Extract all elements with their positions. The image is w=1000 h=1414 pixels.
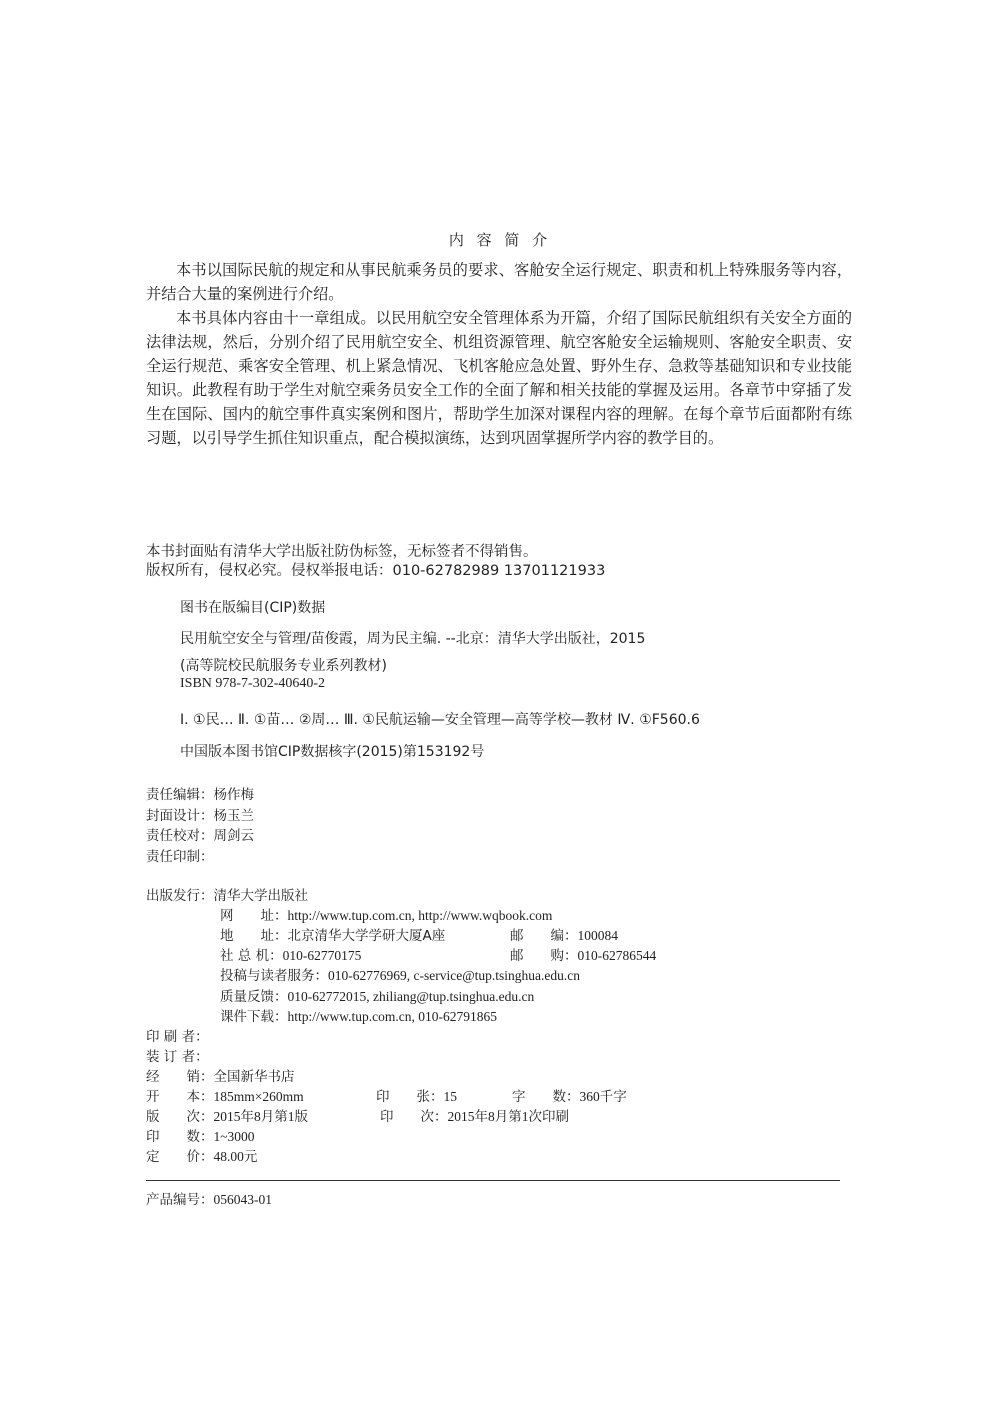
courseware-value: http://www.tup.com.cn, 010-62791865 — [287, 1009, 497, 1024]
product-code-value: 056043-01 — [213, 1192, 272, 1207]
staff-label: 责任编辑： — [146, 787, 214, 803]
word-count-value: 360千字 — [579, 1089, 627, 1104]
quality-feedback-value: 010-62772015, zhiliang@tup.tsinghua.edu.cn — [287, 989, 535, 1004]
cip-header: 图书在版编目(CIP)数据 — [180, 600, 326, 616]
mail-order-value: 010-62786544 — [577, 948, 657, 963]
switchboard-value: 010-62770175 — [282, 948, 362, 963]
zip-value: 100084 — [577, 928, 618, 943]
zip-label: 邮 编： — [510, 928, 578, 944]
intro-title: 内 容 简 介 — [448, 231, 552, 249]
copies-row — [146, 1125, 255, 1145]
edition-row — [146, 1105, 308, 1125]
sheets-value: 15 — [443, 1089, 457, 1104]
word-count-row — [512, 1085, 627, 1105]
cip-title-line: 民用航空安全与管理/苗俊霞，周为民主编. --北京：清华大学出版社，2015 — [180, 631, 646, 647]
staff-row — [146, 845, 214, 865]
intro-paragraph-2: 本书具体内容由十一章组成。以民用航空安全管理体系为开篇，介绍了国际民航组织有关安全方面的法律法规，然后，分别介绍了民用航空安全、机组资源管理、航空客舱安全运输规则、客舱安全职责、安全运行规范、乘客安全管理、机上紧急情况、飞机客舱应急处置、野外生存、急救等基础知识和专业技能知识。此教程有助于学生对航空乘务员安全工作的全面了解和相关技能的掌握及运用。各章节中穿插了发生在国际、国内的航空事件真实案例和图片，帮助学生加深对课程内容的理解。在每个章节后面都附有练习题，以引导学生抓住知识重点，配合模拟演练，达到巩固掌握所学内容的教学目的。 — [146, 309, 852, 447]
printing-value: 2015年8月第1次印刷 — [447, 1109, 569, 1124]
switchboard-label: 社 总 机： — [220, 948, 283, 964]
cip-classification: Ⅰ. ①民… Ⅱ. ①苗… ②周… Ⅲ. ①民航运输—安全管理—高等学校—教材 Ⅳ. ①F560.6 — [180, 712, 700, 728]
distributor-label: 经 销： — [146, 1069, 214, 1085]
printing-row — [380, 1105, 569, 1125]
web-value: http://www.tup.com.cn, http://www.wqbook.com — [287, 908, 553, 923]
web-label: 网 址： — [220, 908, 288, 924]
reader-service-value: 010-62776969, c-service@tup.tsinghua.edu.cn — [328, 968, 580, 983]
sheets-label: 印 张： — [376, 1089, 444, 1105]
printing-label: 印 次： — [380, 1109, 448, 1125]
product-code-label: 产品编号： — [146, 1192, 214, 1208]
distributor-row — [146, 1065, 295, 1085]
cip-record-number: 中国版本图书馆CIP数据核字(2015)第153192号 — [180, 744, 485, 760]
intro-paragraph-1: 本书以国际民航的规定和从事民航乘务员的要求、客舱安全运行规定、职责和机上特殊服务等内容，并结合大量的案例进行介绍。 — [146, 261, 852, 303]
edition-value: 2015年8月第1版 — [213, 1109, 308, 1124]
mail-order-row — [510, 944, 656, 964]
staff-label: 责任校对： — [146, 828, 214, 844]
word-count-label: 字 数： — [512, 1089, 580, 1105]
quality-feedback-row — [220, 985, 534, 1005]
piracy-report-notice: 版权所有，侵权必究。侵权举报电话：010-62782989 13701121933 — [146, 563, 606, 579]
sheets-row — [376, 1085, 457, 1105]
courseware-label: 课件下载： — [220, 1009, 288, 1025]
staff-row — [146, 824, 254, 844]
staff-row — [146, 783, 254, 803]
format-label: 开 本： — [146, 1089, 214, 1105]
address-row — [220, 924, 445, 944]
distributor-value: 全国新华书店 — [213, 1069, 295, 1085]
format-value: 185mm×260mm — [213, 1089, 304, 1104]
copies-value: 1~3000 — [213, 1129, 255, 1144]
zip-row — [510, 924, 618, 944]
staff-row — [146, 804, 254, 824]
reader-service-row — [220, 964, 580, 984]
format-row — [146, 1085, 304, 1105]
price-value: 48.00元 — [213, 1149, 258, 1164]
switchboard-row — [220, 944, 361, 964]
product-code-row — [146, 1188, 272, 1208]
cip-isbn: ISBN 978-7-302-40640-2 — [180, 676, 326, 691]
mail-order-label: 邮 购： — [510, 948, 578, 964]
address-label: 地 址： — [220, 928, 288, 944]
reader-service-label: 投稿与读者服务： — [220, 968, 328, 984]
publisher-row — [146, 884, 308, 904]
staff-label: 责任印制： — [146, 849, 214, 865]
price-row — [146, 1145, 257, 1165]
address-value: 北京清华大学学研大厦A座 — [287, 928, 446, 944]
staff-value: 周剑云 — [213, 828, 254, 844]
printer-label: 印 刷 者： — [146, 1029, 209, 1045]
price-label: 定 价： — [146, 1149, 214, 1165]
edition-label: 版 次： — [146, 1109, 214, 1125]
publisher-label: 出版发行： — [146, 888, 214, 904]
binder-label: 装 订 者： — [146, 1049, 209, 1065]
anti-counterfeit-notice: 本书封面贴有清华大学出版社防伪标签，无标签者不得销售。 — [146, 544, 538, 560]
quality-feedback-label: 质量反馈： — [220, 989, 288, 1005]
publisher-name: 清华大学出版社 — [213, 888, 308, 904]
divider-line — [146, 1180, 840, 1181]
web-row — [220, 904, 552, 924]
staff-label: 封面设计： — [146, 808, 214, 824]
staff-value: 杨作梅 — [213, 787, 254, 803]
staff-value: 杨玉兰 — [213, 808, 254, 824]
copies-label: 印 数： — [146, 1129, 214, 1145]
courseware-row — [220, 1005, 497, 1025]
cip-series: (高等院校民航服务专业系列教材) — [180, 658, 387, 674]
